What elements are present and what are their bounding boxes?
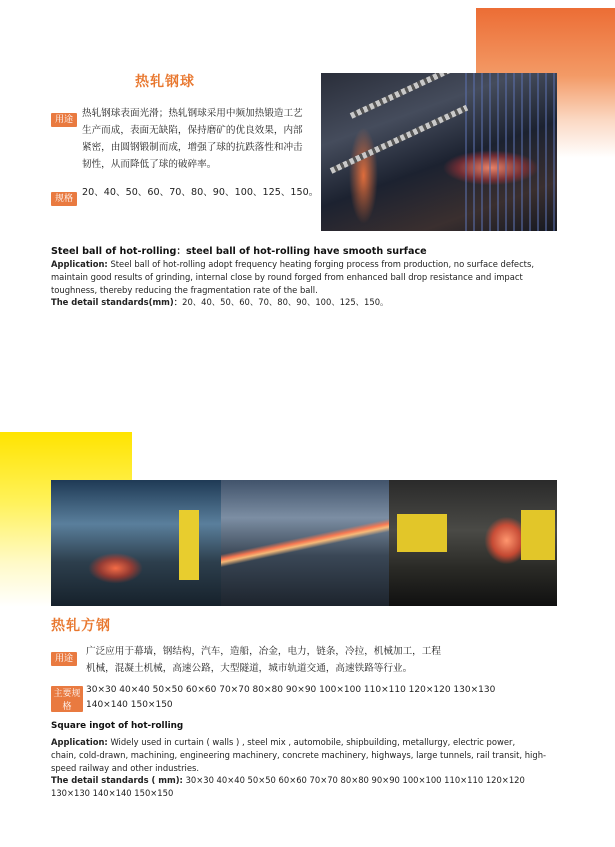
steel-ball-furnace-photo bbox=[321, 73, 557, 231]
furnace-cage bbox=[459, 73, 557, 231]
application-line: maintain good results of grinding, internal close by round forged from enhanced ball drop resistance and impact bbox=[51, 271, 523, 282]
usage-line: 韧性，从而降低了球的破碎率。 bbox=[82, 159, 217, 170]
section1-usage-tag bbox=[51, 107, 77, 127]
standards-value: 130×130 140×140 150×150 bbox=[51, 788, 174, 799]
machine-yellow-panel bbox=[179, 510, 199, 580]
usage-tag-label: 用途 bbox=[51, 113, 77, 127]
section2-usage-text bbox=[86, 643, 556, 677]
square-steel-photo-3 bbox=[389, 480, 557, 606]
application-line: speed railway and other industries. bbox=[51, 762, 200, 773]
section1-spec-text: 20、40、50、60、70、80、90、100、125、150。 bbox=[82, 187, 319, 198]
application-line: Widely used in curtain ( walls ) , steel mix , automobile, shipbuilding, metallurgy, electric power, bbox=[107, 737, 516, 747]
spec-line: 140×140 150×150 bbox=[86, 700, 173, 710]
standards-label: The detail standards(mm)： bbox=[51, 297, 183, 308]
standards-label: The detail standards ( mm): bbox=[51, 775, 183, 786]
section1-en-application bbox=[51, 258, 561, 309]
application-line: toughness, thereby reducing the fragmentation rate of the ball. bbox=[51, 284, 318, 295]
section1-title: 热轧钢球 bbox=[135, 74, 195, 90]
application-label: Application: bbox=[51, 259, 108, 269]
section1-spec-tag bbox=[51, 186, 77, 206]
usage-line: 生产而成，表面无缺陷，保持磨矿的优良效果，内部 bbox=[82, 125, 303, 136]
square-steel-photo-2 bbox=[221, 480, 389, 606]
section1-en-title: Steel ball of hot-rolling：steel ball of hot-rolling have smooth surface bbox=[51, 246, 427, 257]
application-line: chain, cold-drawn, machining, engineering machinery, concrete machinery, highways, large tunnels, rail transit, high- bbox=[51, 749, 547, 760]
spec-tag-label: 规格 bbox=[51, 192, 77, 206]
spec-line: 30×30 40×40 50×50 60×60 70×70 80×80 90×90 100×100 110×110 120×120 130×130 bbox=[86, 685, 496, 695]
square-steel-photo-1 bbox=[51, 480, 221, 606]
machine-yellow-panel bbox=[397, 514, 447, 552]
usage-line: 紧密，由圆钢锻制而成，增强了球的抗跌落性和冲击 bbox=[82, 142, 303, 153]
section2-en-title: Square ingot of hot-rolling bbox=[51, 721, 184, 731]
section2-usage-tag bbox=[51, 646, 77, 666]
section2-spec-text bbox=[86, 683, 556, 713]
usage-line: 广泛应用于幕墙，钢结构，汽车，造船，冶金，电力，链条，冷拉，机械加工，工程 bbox=[86, 646, 441, 657]
standards-value: 30×30 40×40 50×50 60×60 70×70 80×80 90×90 100×100 110×110 120×120 bbox=[182, 775, 525, 786]
spec-tag-label: 主要规格 bbox=[51, 686, 83, 712]
usage-tag-label: 用途 bbox=[51, 652, 77, 666]
section2-title: 热轧方钢 bbox=[51, 618, 111, 634]
usage-line: 热轧钢球表面光滑；热轧钢球采用中频加热锻造工艺 bbox=[82, 108, 303, 119]
application-label: Application: bbox=[51, 737, 108, 747]
usage-line: 机械，混凝土机械，高速公路，大型隧道，城市轨道交通，高速铁路等行业。 bbox=[86, 663, 413, 674]
section1-usage-text bbox=[82, 105, 317, 173]
section2-en-application bbox=[51, 736, 561, 800]
machine-yellow-panel bbox=[521, 510, 555, 560]
section2-spec-tag bbox=[51, 686, 83, 712]
application-line: Steel ball of hot-rolling adopt frequency heating forging process from production, no surface defects, bbox=[107, 259, 534, 269]
standards-value: 20、40、50、60、70、80、90、100、125、150。 bbox=[182, 297, 389, 308]
